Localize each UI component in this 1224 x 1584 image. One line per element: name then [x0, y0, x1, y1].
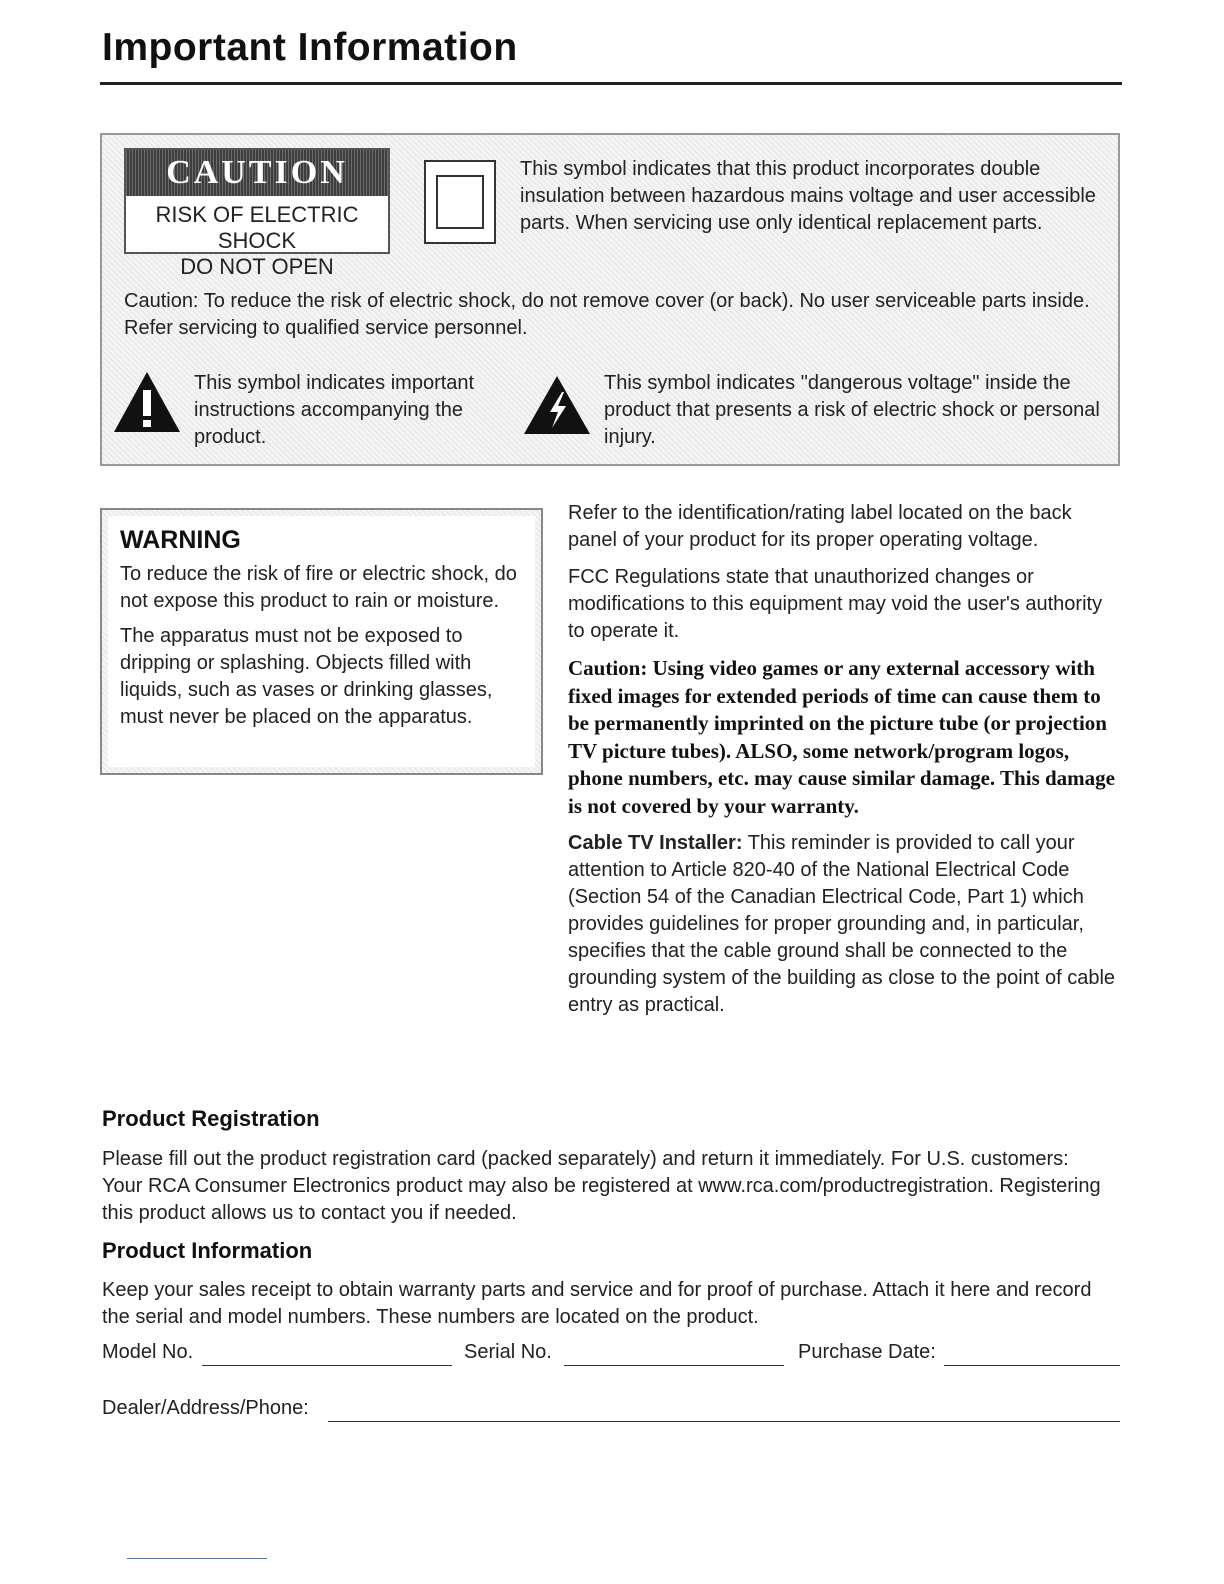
rating-label-text: Refer to the identification/rating label located on the back panel of your product for its proper operating voltage. [568, 502, 1072, 551]
fcc-text: FCC Regulations state that unauthorized changes or modifications to this equipment may void the user's authority to operate it. [568, 566, 1103, 642]
exclamation-triangle-icon [112, 370, 182, 434]
warning-title: WARNING [120, 526, 241, 554]
dealer-address-phone-field[interactable] [328, 1421, 1120, 1422]
page-title: Important Information [102, 26, 518, 69]
purchase-date-label: Purchase Date: [798, 1341, 936, 1363]
warning-text-1: To reduce the risk of fire or electric shock, do not expose this product to rain or moisture. [120, 563, 517, 612]
warning-inner [108, 516, 535, 767]
footer-rule [127, 1558, 267, 1559]
dangerous-voltage-text: This symbol indicates "dangerous voltage" inside the product that presents a risk of electric shock or personal injury. [604, 372, 1100, 448]
product-registration-text: Please fill out the product registration card (packed separately) and return it immediately. For U.S. customers: Your RCA Consumer Electronics product may also be registered at www.rca.com/productregistration. Registering this product allows us to contact you if needed. [102, 1148, 1101, 1224]
caution-text: Caution: To reduce the risk of electric shock, do not remove cover (or back). No user serviceable parts inside. Refer servicing to qualified service personnel. [124, 290, 1090, 339]
cable-installer-lead: Cable TV Installer: [568, 832, 743, 854]
model-number-label: Model No. [102, 1341, 194, 1363]
cable-installer-paragraph [568, 830, 1124, 1019]
caution-burn-in-text: Caution: Using video games or any external accessory with fixed images for extended periods of time can cause them to be permanently imprinted on the picture tube (or projection TV picture tubes). ALSO, some network/program logos, phone numbers, etc. may cause similar damage. This damage is not covered by your warranty. [568, 656, 1115, 818]
double-insulation-text: This symbol indicates that this product incorporates double insulation between hazardous mains voltage and user accessible parts. When servicing use only identical replacement parts. [520, 158, 1096, 234]
caution-label-heading: CAUTION [126, 150, 388, 196]
exclamation-symbol-text: This symbol indicates important instructions accompanying the product. [194, 372, 475, 448]
product-information-heading: Product Information [102, 1238, 313, 1263]
right-column [568, 500, 1124, 1029]
warning-box [100, 508, 543, 775]
serial-number-label: Serial No. [464, 1341, 552, 1363]
serial-number-field[interactable] [564, 1365, 784, 1366]
product-fields-row [102, 1341, 1122, 1371]
purchase-date-field[interactable] [944, 1365, 1120, 1366]
dealer-address-phone-label: Dealer/Address/Phone: [102, 1397, 309, 1419]
model-number-field[interactable] [202, 1365, 452, 1366]
dealer-field-row [102, 1397, 1122, 1427]
product-information-text: Keep your sales receipt to obtain warranty parts and service and for proof of purchase. Attach it here and record the serial and model numbers. These numbers are located on the product. [102, 1279, 1092, 1328]
warning-text-2: The apparatus must not be exposed to dripping or splashing. Objects filled with liquids, such as vases or drinking glasses, must never be placed on the apparatus. [120, 625, 493, 728]
double-insulation-inner-square [436, 175, 484, 229]
lightning-bolt-triangle-icon [522, 374, 592, 436]
title-rule [100, 82, 1122, 85]
caution-label-line1: RISK OF ELECTRIC SHOCK [155, 202, 359, 253]
caution-label-line2: DO NOT OPEN [180, 254, 334, 279]
caution-label [124, 148, 390, 279]
double-insulation-icon [424, 160, 496, 244]
cable-installer-text: This reminder is provided to call your attention to Article 820-40 of the National Electrical Code (Section 54 of the Canadian Electrical Code, Part 1) which provides guidelines for proper grounding and, in particular, specifies that the cable ground shall be connected to the grounding system of the building as close to the point of cable entry as practical. [568, 832, 1116, 1016]
product-registration-heading: Product Registration [102, 1106, 320, 1131]
caution-panel [100, 133, 1120, 466]
